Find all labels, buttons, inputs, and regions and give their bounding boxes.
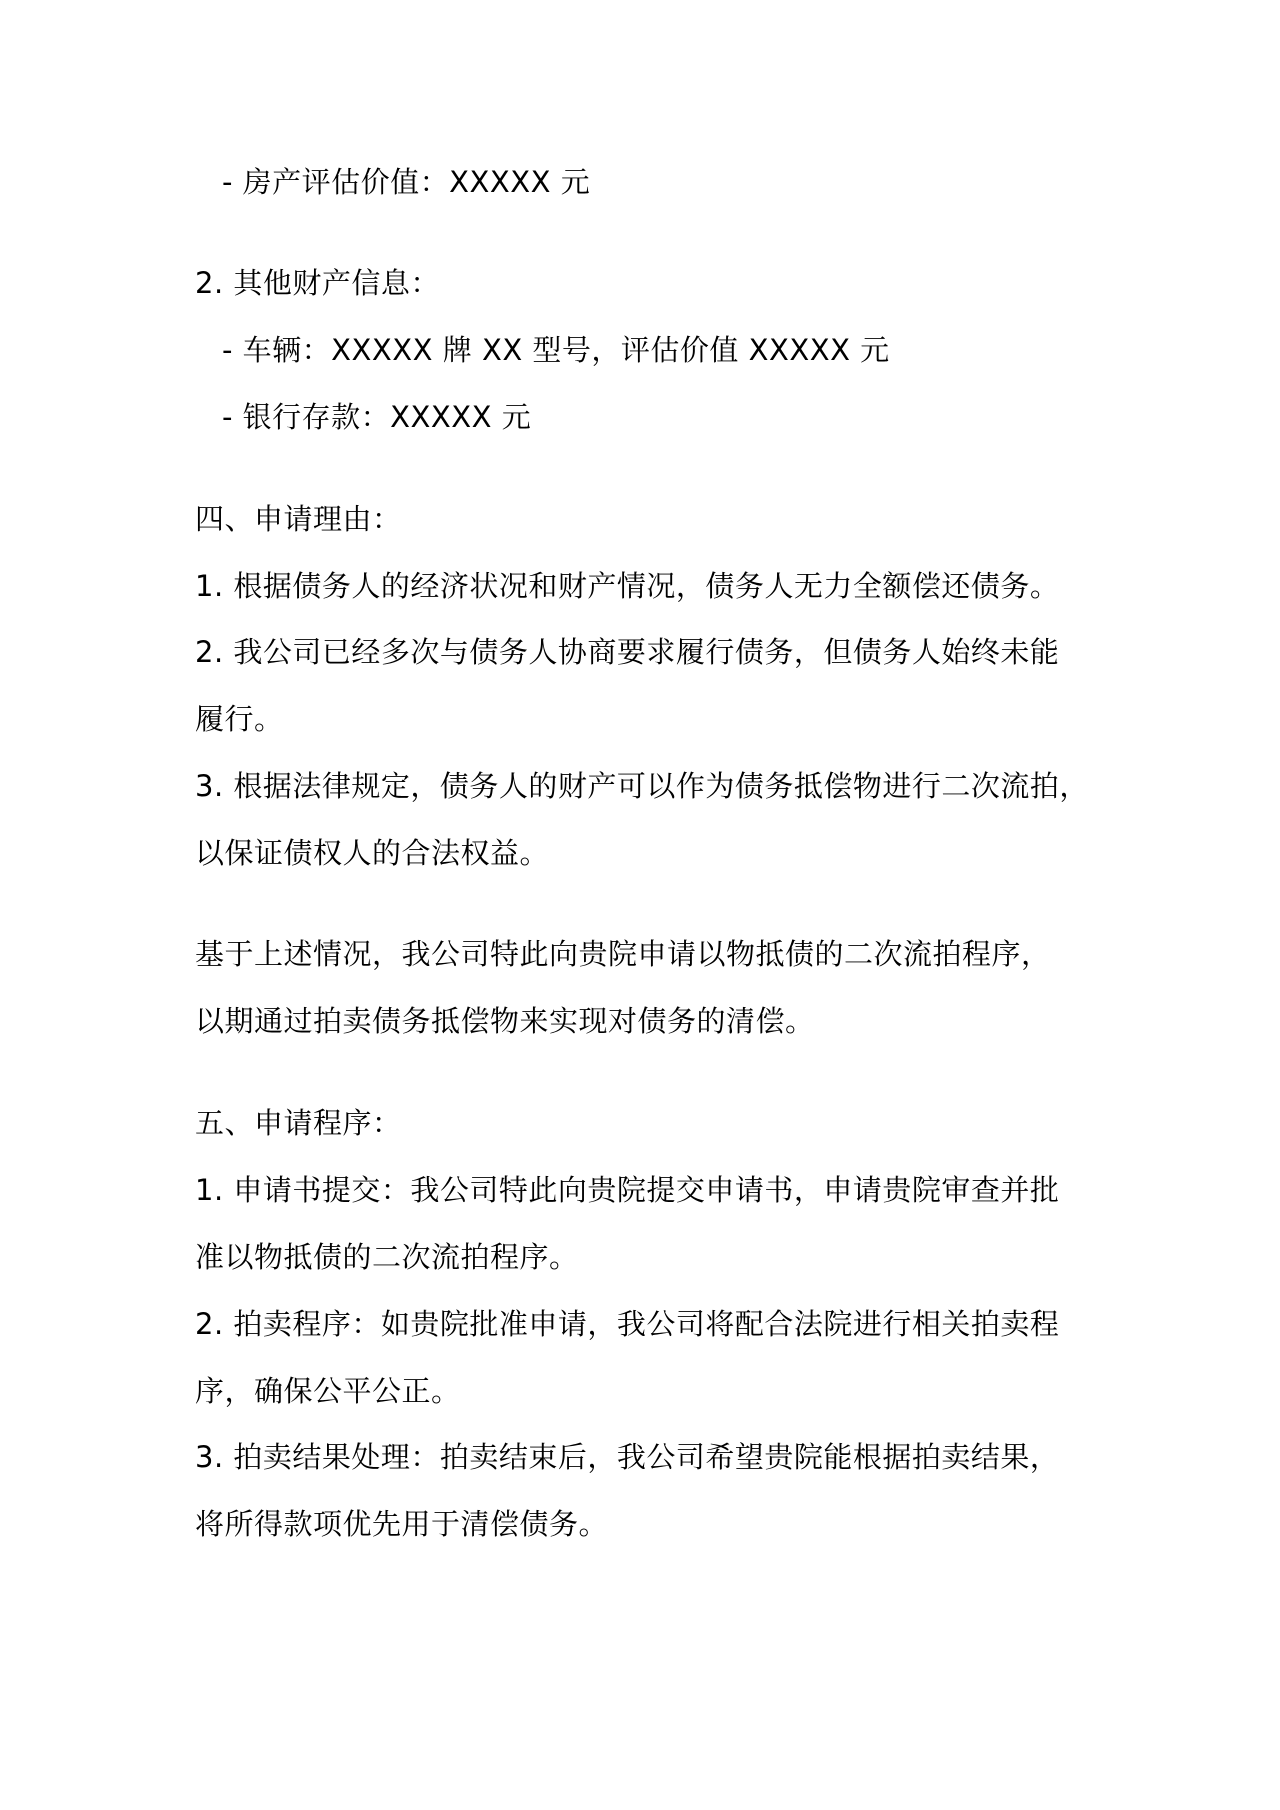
procedure-item-1-line-1: 1. 申请书提交：我公司特此向贵院提交申请书，申请贵院审查并批 xyxy=(195,1173,1060,1207)
procedure-item-2-line-1: 2. 拍卖程序：如贵院批准申请，我公司将配合法院进行相关拍卖程 xyxy=(195,1307,1060,1341)
bank-deposit-item: - 银行存款：XXXXX 元 xyxy=(222,400,532,434)
procedure-item-1-line-2: 准以物抵债的二次流拍程序。 xyxy=(195,1240,579,1274)
summary-paragraph-line-2: 以期通过拍卖债务抵偿物来实现对债务的清偿。 xyxy=(195,1004,815,1038)
vehicle-item: - 车辆：XXXXX 牌 XX 型号，评估价值 XXXXX 元 xyxy=(222,333,890,367)
reason-item-3-line-2: 以保证债权人的合法权益。 xyxy=(195,836,550,870)
summary-paragraph-line-1: 基于上述情况，我公司特此向贵院申请以物抵债的二次流拍程序， xyxy=(195,937,1051,971)
procedure-item-2-line-2: 序，确保公平公正。 xyxy=(195,1374,461,1408)
section-heading-reasons: 四、申请理由： xyxy=(195,502,402,536)
reason-item-2-line-2: 履行。 xyxy=(195,702,284,736)
reason-item-3-line-1: 3. 根据法律规定，债务人的财产可以作为债务抵偿物进行二次流拍， xyxy=(195,769,1089,803)
reason-item-2-line-1: 2. 我公司已经多次与债务人协商要求履行债务，但债务人始终未能 xyxy=(195,635,1060,669)
property-valuation-item: - 房产评估价值：XXXXX 元 xyxy=(222,165,591,199)
procedure-item-3-line-2: 将所得款项优先用于清偿债务。 xyxy=(195,1507,609,1541)
section-heading-procedure: 五、申请程序： xyxy=(195,1106,402,1140)
other-assets-heading: 2. 其他财产信息： xyxy=(195,266,440,300)
reason-item-1: 1. 根据债务人的经济状况和财产情况，债务人无力全额偿还债务。 xyxy=(195,569,1060,603)
procedure-item-3-line-1: 3. 拍卖结果处理：拍卖结束后，我公司希望贵院能根据拍卖结果， xyxy=(195,1440,1060,1474)
